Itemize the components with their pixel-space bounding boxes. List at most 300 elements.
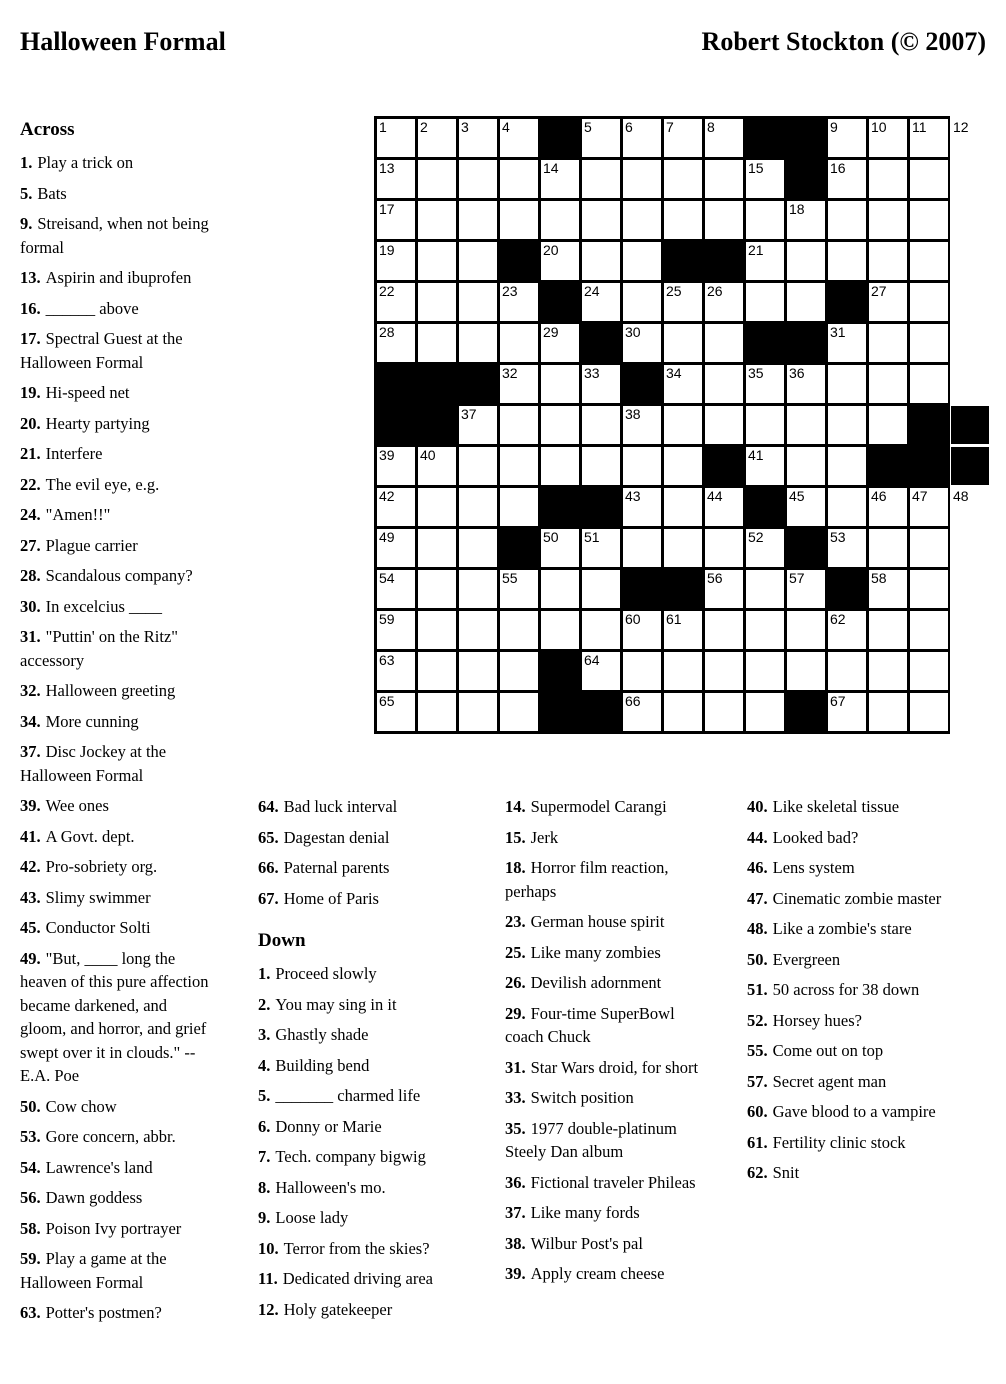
grid-cell-3-7[interactable] [623,201,661,239]
cell-number: 23 [502,283,518,299]
grid-cell-3-2[interactable] [418,201,456,239]
clue-column-across-end-down-start [258,795,490,1328]
clue-down-11 [258,1267,490,1291]
grid-cell-12-14[interactable] [910,570,948,608]
grid-cell-5-8[interactable] [664,283,702,321]
grid-cell-1-1[interactable] [377,119,415,157]
clue-down-46 [747,856,949,880]
grid-cell-3-3[interactable] [459,201,497,239]
clue-down-38 [505,1232,711,1256]
grid-cell-15-3[interactable] [459,693,497,731]
grid-cell-14-14[interactable] [910,652,948,690]
grid-cell-3-8[interactable] [664,201,702,239]
clue-down-52 [747,1009,949,1033]
clue-number: 5 . [20,184,32,203]
clue-number: 31 . [20,627,41,646]
clue-down-50 [747,948,949,972]
grid-cell-5-15[interactable] [951,283,989,321]
clue-across-1 [20,151,216,175]
grid-cell-11-15[interactable] [951,529,989,567]
clue-number: 15 . [505,828,526,847]
grid-cell-15-1[interactable] [377,693,415,731]
clue-text: "Puttin' on the Ritz" accessory [20,627,179,670]
grid-cell-14-10[interactable] [746,652,784,690]
grid-cell-5-7[interactable] [623,283,661,321]
black-cell-9-9 [705,447,743,485]
clue-text: Come out on top [772,1041,884,1060]
grid-cell-11-7[interactable] [623,529,661,567]
grid-cell-15-9[interactable] [705,693,743,731]
clue-text: Wilbur Post's pal [530,1233,643,1253]
clue-down-2 [258,993,490,1017]
grid-cell-14-4[interactable] [500,652,538,690]
clue-number: 41 . [20,827,41,846]
cell-number: 55 [502,570,518,586]
grid-cell-11-2[interactable] [418,529,456,567]
grid-cell-7-8[interactable] [664,365,702,403]
black-cell-8-1 [377,406,415,444]
grid-cell-15-14[interactable] [910,693,948,731]
clue-text: Like a zombie's stare [772,919,912,938]
clue-text: Fictional traveler Phileas [530,1172,696,1192]
grid-cell-6-14[interactable] [910,324,948,362]
cell-number: 47 [912,488,928,504]
grid-cell-1-9[interactable] [705,119,743,157]
clue-number: 1 . [258,964,270,983]
cell-number: 8 [707,119,715,135]
cell-number: 66 [625,693,641,709]
grid-cell-12-13[interactable] [869,570,907,608]
grid-cell-3-1[interactable] [377,201,415,239]
grid-cell-1-8[interactable] [664,119,702,157]
black-cell-9-15 [951,447,989,485]
grid-cell-7-13[interactable] [869,365,907,403]
grid-cell-4-10[interactable] [746,242,784,280]
grid-cell-15-4[interactable] [500,693,538,731]
cell-number: 4 [502,119,510,135]
grid-cell-14-12[interactable] [828,652,866,690]
grid-cell-11-14[interactable] [910,529,948,567]
clue-across-56 [20,1186,216,1210]
grid-cell-3-9[interactable] [705,201,743,239]
grid-cell-8-7[interactable] [623,406,661,444]
clue-text: Dawn goddess [45,1188,143,1207]
grid-cell-1-7[interactable] [623,119,661,157]
grid-cell-2-1[interactable] [377,160,415,198]
grid-cell-8-8[interactable] [664,406,702,444]
black-cell-15-5 [541,693,579,731]
cell-number: 15 [748,160,764,176]
grid-cell-8-9[interactable] [705,406,743,444]
grid-cell-3-14[interactable] [910,201,948,239]
grid-cell-5-13[interactable] [869,283,907,321]
grid-cell-12-10[interactable] [746,570,784,608]
grid-cell-10-13[interactable] [869,488,907,526]
grid-cell-10-12[interactable] [828,488,866,526]
grid-cell-2-9[interactable] [705,160,743,198]
grid-cell-3-11[interactable] [787,201,825,239]
grid-cell-13-10[interactable] [746,611,784,649]
cell-number: 62 [830,611,846,627]
grid-cell-8-4[interactable] [500,406,538,444]
grid-cell-11-6[interactable] [582,529,620,567]
grid-cell-2-14[interactable] [910,160,948,198]
grid-cell-11-13[interactable] [869,529,907,567]
grid-cell-8-6[interactable] [582,406,620,444]
grid-cell-1-12[interactable] [828,119,866,157]
grid-cell-13-6[interactable] [582,611,620,649]
grid-cell-8-13[interactable] [869,406,907,444]
grid-cell-9-12[interactable] [828,447,866,485]
clue-across-66 [258,856,490,880]
grid-cell-1-3[interactable] [459,119,497,157]
clue-text: Horsey hues? [772,1010,862,1030]
clue-number: 24 . [20,505,41,524]
grid-cell-10-1[interactable] [377,488,415,526]
clue-text: Bad luck interval [283,797,398,816]
grid-cell-14-7[interactable] [623,652,661,690]
clue-text: Poison Ivy portrayer [45,1218,182,1238]
clue-down-25 [505,941,711,965]
grid-cell-13-15[interactable] [951,611,989,649]
grid-cell-14-11[interactable] [787,652,825,690]
grid-cell-7-15[interactable] [951,365,989,403]
grid-cell-13-5[interactable] [541,611,579,649]
grid-cell-8-12[interactable] [828,406,866,444]
grid-cell-5-4[interactable] [500,283,538,321]
cell-number: 40 [420,447,436,463]
grid-cell-13-7[interactable] [623,611,661,649]
grid-cell-8-5[interactable] [541,406,579,444]
grid-cell-9-2[interactable] [418,447,456,485]
puzzle-title: Halloween Formal [20,27,226,56]
grid-cell-13-1[interactable] [377,611,415,649]
grid-cell-9-8[interactable] [664,447,702,485]
grid-cell-4-15[interactable] [951,242,989,280]
grid-cell-1-6[interactable] [582,119,620,157]
cell-number: 27 [871,283,887,299]
grid-cell-5-10[interactable] [746,283,784,321]
grid-cell-9-1[interactable] [377,447,415,485]
black-cell-14-5 [541,652,579,690]
clue-text: _______ charmed life [275,1086,421,1105]
black-cell-8-2 [418,406,456,444]
grid-cell-2-2[interactable] [418,160,456,198]
grid-cell-12-5[interactable] [541,570,579,608]
clue-text: Potter's postmen? [45,1303,162,1322]
grid-cell-4-3[interactable] [459,242,497,280]
clue-down-40 [747,795,949,819]
cell-number: 42 [379,488,395,504]
grid-cell-1-4[interactable] [500,119,538,157]
grid-cell-9-3[interactable] [459,447,497,485]
cell-number: 25 [666,283,682,299]
grid-cell-7-5[interactable] [541,365,579,403]
grid-cell-6-13[interactable] [869,324,907,362]
grid-cell-14-1[interactable] [377,652,415,690]
grid-cell-13-3[interactable] [459,611,497,649]
grid-cell-15-7[interactable] [623,693,661,731]
grid-cell-4-1[interactable] [377,242,415,280]
grid-cell-4-11[interactable] [787,242,825,280]
grid-cell-6-2[interactable] [418,324,456,362]
grid-cell-7-9[interactable] [705,365,743,403]
clue-down-29 [505,1002,711,1049]
clue-number: 20 . [20,414,41,433]
grid-cell-2-5[interactable] [541,160,579,198]
grid-cell-13-4[interactable] [500,611,538,649]
clue-down-6 [258,1115,490,1139]
clue-number: 33 . [505,1088,526,1107]
grid-cell-2-10[interactable] [746,160,784,198]
grid-cell-2-15[interactable] [951,160,989,198]
grid-cell-10-7[interactable] [623,488,661,526]
grid-cell-6-15[interactable] [951,324,989,362]
grid-cell-12-11[interactable] [787,570,825,608]
cell-number: 12 [953,119,969,135]
grid-cell-8-10[interactable] [746,406,784,444]
grid-cell-11-12[interactable] [828,529,866,567]
clue-number: 1 . [20,153,32,172]
clue-number: 42 . [20,857,41,876]
grid-cell-13-13[interactable] [869,611,907,649]
grid-cell-14-3[interactable] [459,652,497,690]
grid-cell-5-1[interactable] [377,283,415,321]
grid-cell-10-15[interactable] [951,488,989,526]
clue-down-44 [747,826,949,850]
grid-cell-9-5[interactable] [541,447,579,485]
grid-cell-6-3[interactable] [459,324,497,362]
grid-cell-9-7[interactable] [623,447,661,485]
clue-number: 25 . [505,943,526,962]
clue-down-57 [747,1070,949,1094]
grid-cell-1-15[interactable] [951,119,989,157]
grid-cell-12-2[interactable] [418,570,456,608]
grid-cell-11-8[interactable] [664,529,702,567]
grid-cell-5-2[interactable] [418,283,456,321]
grid-cell-14-13[interactable] [869,652,907,690]
grid-cell-6-8[interactable] [664,324,702,362]
grid-cell-3-5[interactable] [541,201,579,239]
clue-number: 30 . [20,597,41,616]
clue-number: 6 . [258,1117,270,1136]
grid-cell-12-6[interactable] [582,570,620,608]
grid-cell-8-11[interactable] [787,406,825,444]
clue-across-42 [20,855,216,879]
grid-cell-3-6[interactable] [582,201,620,239]
clue-text: "But, ____ long the heaven of this pure affection became darkened, and gloom, and horror, and grief swept over it in clouds." -- E.A. Poe [20,948,209,1085]
grid-cell-11-5[interactable] [541,529,579,567]
cell-number: 38 [625,406,641,422]
grid-cell-12-9[interactable] [705,570,743,608]
grid-cell-10-11[interactable] [787,488,825,526]
clue-down-3 [258,1023,490,1047]
black-cell-5-5 [541,283,579,321]
grid-cell-15-10[interactable] [746,693,784,731]
grid-cell-7-4[interactable] [500,365,538,403]
grid-cell-3-10[interactable] [746,201,784,239]
grid-cell-5-6[interactable] [582,283,620,321]
grid-cell-14-8[interactable] [664,652,702,690]
clue-text: In excelcius ____ [45,596,163,616]
grid-cell-2-3[interactable] [459,160,497,198]
grid-cell-2-12[interactable] [828,160,866,198]
grid-cell-1-13[interactable] [869,119,907,157]
clue-text: Gave blood to a vampire [772,1102,936,1121]
clue-number: 12 . [258,1300,279,1319]
grid-cell-5-3[interactable] [459,283,497,321]
clue-across-67 [258,887,490,911]
grid-cell-15-15[interactable] [951,693,989,731]
clue-number: 3 . [258,1025,270,1044]
black-cell-10-6 [582,488,620,526]
grid-cell-10-3[interactable] [459,488,497,526]
grid-cell-2-7[interactable] [623,160,661,198]
grid-cell-14-15[interactable] [951,652,989,690]
cell-number: 52 [748,529,764,545]
grid-cell-15-13[interactable] [869,693,907,731]
black-cell-9-13 [869,447,907,485]
clue-number: 59 . [20,1249,41,1268]
grid-cell-7-12[interactable] [828,365,866,403]
clue-number: 62 . [747,1163,768,1182]
grid-cell-12-3[interactable] [459,570,497,608]
clue-across-41 [20,825,216,849]
grid-cell-14-9[interactable] [705,652,743,690]
grid-cell-13-12[interactable] [828,611,866,649]
grid-cell-13-9[interactable] [705,611,743,649]
clue-text: Proceed slowly [275,964,377,983]
clue-number: 54 . [20,1158,41,1177]
grid-cell-9-11[interactable] [787,447,825,485]
clue-across-20 [20,412,216,436]
clue-number: 29 . [505,1004,526,1023]
grid-cell-7-10[interactable] [746,365,784,403]
grid-cell-6-5[interactable] [541,324,579,362]
grid-cell-6-7[interactable] [623,324,661,362]
grid-cell-4-12[interactable] [828,242,866,280]
grid-cell-15-2[interactable] [418,693,456,731]
clue-number: 43 . [20,888,41,907]
grid-cell-1-2[interactable] [418,119,456,157]
clue-down-1 [258,962,490,986]
grid-cell-14-6[interactable] [582,652,620,690]
clue-across-59 [20,1247,216,1294]
grid-cell-7-14[interactable] [910,365,948,403]
grid-cell-6-9[interactable] [705,324,743,362]
clue-across-43 [20,886,216,910]
grid-cell-4-6[interactable] [582,242,620,280]
grid-cell-8-3[interactable] [459,406,497,444]
grid-cell-9-10[interactable] [746,447,784,485]
grid-cell-4-13[interactable] [869,242,907,280]
grid-cell-12-4[interactable] [500,570,538,608]
grid-cell-7-6[interactable] [582,365,620,403]
cell-number: 63 [379,652,395,668]
clue-number: 26 . [505,973,526,992]
cell-number: 64 [584,652,600,668]
grid-cell-10-4[interactable] [500,488,538,526]
clue-text: Bats [37,183,67,203]
grid-cell-11-1[interactable] [377,529,415,567]
grid-cell-14-2[interactable] [418,652,456,690]
grid-cell-15-8[interactable] [664,693,702,731]
clue-across-53 [20,1125,216,1149]
grid-cell-13-14[interactable] [910,611,948,649]
grid-cell-5-9[interactable] [705,283,743,321]
clue-number: 38 . [505,1234,526,1253]
grid-cell-13-2[interactable] [418,611,456,649]
clue-text: Home of Paris [283,888,379,908]
clue-text: A Govt. dept. [45,826,135,846]
clue-down-14 [505,795,711,819]
clue-text: Donny or Marie [275,1116,382,1136]
grid-cell-3-13[interactable] [869,201,907,239]
cell-number: 35 [748,365,764,381]
grid-cell-10-8[interactable] [664,488,702,526]
black-cell-5-12 [828,283,866,321]
clue-down-23 [505,910,711,934]
grid-cell-3-15[interactable] [951,201,989,239]
grid-cell-11-10[interactable] [746,529,784,567]
grid-cell-12-1[interactable] [377,570,415,608]
cell-number: 30 [625,324,641,340]
grid-cell-2-6[interactable] [582,160,620,198]
clue-number: 13 . [20,268,41,287]
grid-cell-3-12[interactable] [828,201,866,239]
black-cell-12-8 [664,570,702,608]
grid-cell-11-9[interactable] [705,529,743,567]
grid-cell-2-8[interactable] [664,160,702,198]
grid-cell-12-15[interactable] [951,570,989,608]
grid-cell-4-7[interactable] [623,242,661,280]
grid-cell-6-4[interactable] [500,324,538,362]
grid-cell-2-13[interactable] [869,160,907,198]
grid-cell-4-5[interactable] [541,242,579,280]
grid-cell-13-8[interactable] [664,611,702,649]
grid-cell-1-14[interactable] [910,119,948,157]
clue-number: 32 . [20,681,41,700]
clue-column-across [20,117,216,1332]
grid-cell-6-1[interactable] [377,324,415,362]
grid-cell-6-12[interactable] [828,324,866,362]
black-cell-7-3 [459,365,497,403]
grid-cell-9-4[interactable] [500,447,538,485]
grid-cell-7-11[interactable] [787,365,825,403]
grid-cell-5-11[interactable] [787,283,825,321]
grid-cell-11-3[interactable] [459,529,497,567]
grid-cell-10-14[interactable] [910,488,948,526]
grid-cell-10-9[interactable] [705,488,743,526]
cell-number: 36 [789,365,805,381]
grid-cell-9-6[interactable] [582,447,620,485]
clue-text: Supermodel Carangi [530,797,667,816]
clue-text: Secret agent man [772,1071,887,1091]
grid-cell-13-11[interactable] [787,611,825,649]
clue-down-61 [747,1131,949,1155]
clue-number: 40 . [747,797,768,816]
grid-cell-2-4[interactable] [500,160,538,198]
cell-number: 67 [830,693,846,709]
grid-cell-5-14[interactable] [910,283,948,321]
grid-cell-4-2[interactable] [418,242,456,280]
grid-cell-15-12[interactable] [828,693,866,731]
clue-number: 44 . [747,828,768,847]
clue-number: 7 . [258,1147,270,1166]
grid-cell-4-14[interactable] [910,242,948,280]
grid-cell-10-2[interactable] [418,488,456,526]
grid-cell-3-4[interactable] [500,201,538,239]
